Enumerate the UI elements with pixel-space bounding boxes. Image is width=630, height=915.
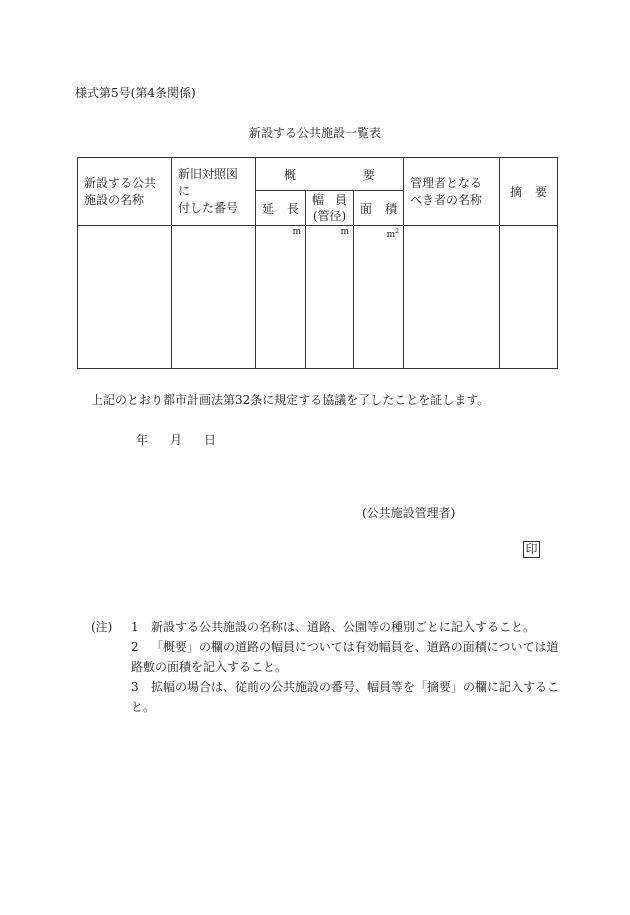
- note-item: [91, 637, 581, 657]
- cell-length: [256, 226, 306, 369]
- header-length-a: 延: [262, 201, 275, 216]
- cell-facility-name: [78, 226, 172, 369]
- unit-length: m: [292, 227, 301, 237]
- unit-area: [354, 226, 403, 241]
- note-number: 3: [131, 680, 139, 694]
- header-overview: [256, 158, 404, 191]
- cell-remarks: [500, 226, 558, 369]
- header-remarks-a: 摘: [510, 185, 523, 199]
- certification-text: 上記のとおり都市計画法第32条に規定する協議を了したことを証します。: [91, 393, 490, 407]
- header-facility-name-line2: 施設の名称: [84, 192, 145, 207]
- header-overview-b: 要: [363, 167, 376, 182]
- note-item: [91, 677, 581, 697]
- page-title: 新設する公共施設一覧表: [248, 126, 381, 140]
- unit-area-base: m: [386, 230, 396, 240]
- date-day: 日: [204, 433, 217, 447]
- header-manager-line1: 管理者となる: [410, 175, 483, 190]
- date-year: 年: [136, 433, 149, 447]
- note-text: 「概要」の欄の道路の幅員については有効幅員を、道路の面積については道: [151, 640, 559, 654]
- header-width-a: 幅: [312, 193, 325, 207]
- header-width-sub: (管径): [312, 209, 347, 223]
- header-facility-name: [78, 158, 172, 226]
- note-continuation: [91, 697, 581, 717]
- header-area-a: 面: [360, 201, 373, 216]
- cell-width: [306, 226, 354, 369]
- header-map-number-line1: 新旧対照図に: [178, 167, 239, 198]
- note-number: 2: [131, 640, 139, 654]
- header-overview-a: 概: [284, 167, 297, 182]
- header-width-b: 員: [334, 193, 347, 207]
- header-facility-name-line1: 新設する公共: [84, 175, 157, 190]
- header-map-number-line2: 付した番号: [178, 201, 239, 215]
- note-text: 拡幅の場合は、従前の公共施設の番号、幅員等を「摘要」の欄に記入するこ: [151, 680, 560, 694]
- date-line: [136, 431, 238, 448]
- header-width: [306, 191, 354, 226]
- note-text: 新設する公共施設の名称は、道路、公園等の種別ごとに記入すること。: [151, 620, 536, 634]
- header-map-number: [172, 158, 256, 226]
- header-remarks: [500, 158, 558, 226]
- notes-label: (注): [91, 620, 113, 634]
- unit-width: m: [340, 227, 349, 237]
- note-text-cont: 路敷の面積を記入すること。: [131, 660, 288, 674]
- admin-label: (公共施設管理者): [362, 506, 456, 520]
- date-month: 月: [170, 433, 183, 447]
- header-manager: [404, 158, 500, 226]
- note-text-cont: と。: [131, 700, 156, 714]
- header-manager-line2: べき者の名称: [410, 192, 483, 207]
- cell-area: [354, 226, 404, 369]
- facility-table: [77, 157, 558, 369]
- note-continuation: [91, 657, 581, 677]
- unit-area-sup: 2: [395, 228, 400, 235]
- note-number: 1: [131, 620, 139, 634]
- seal-mark: 印: [523, 541, 540, 558]
- form-number: 様式第5号(第4条関係): [75, 86, 196, 100]
- note-item: [91, 617, 581, 637]
- notes-section: [91, 617, 581, 717]
- cell-map-number: [172, 226, 256, 369]
- header-area-b: 積: [385, 201, 398, 216]
- cell-manager: [404, 226, 500, 369]
- header-remarks-b: 要: [535, 185, 548, 199]
- header-area: [354, 191, 404, 226]
- table-row: [78, 226, 558, 369]
- header-length: [256, 191, 306, 226]
- header-length-b: 長: [286, 201, 299, 216]
